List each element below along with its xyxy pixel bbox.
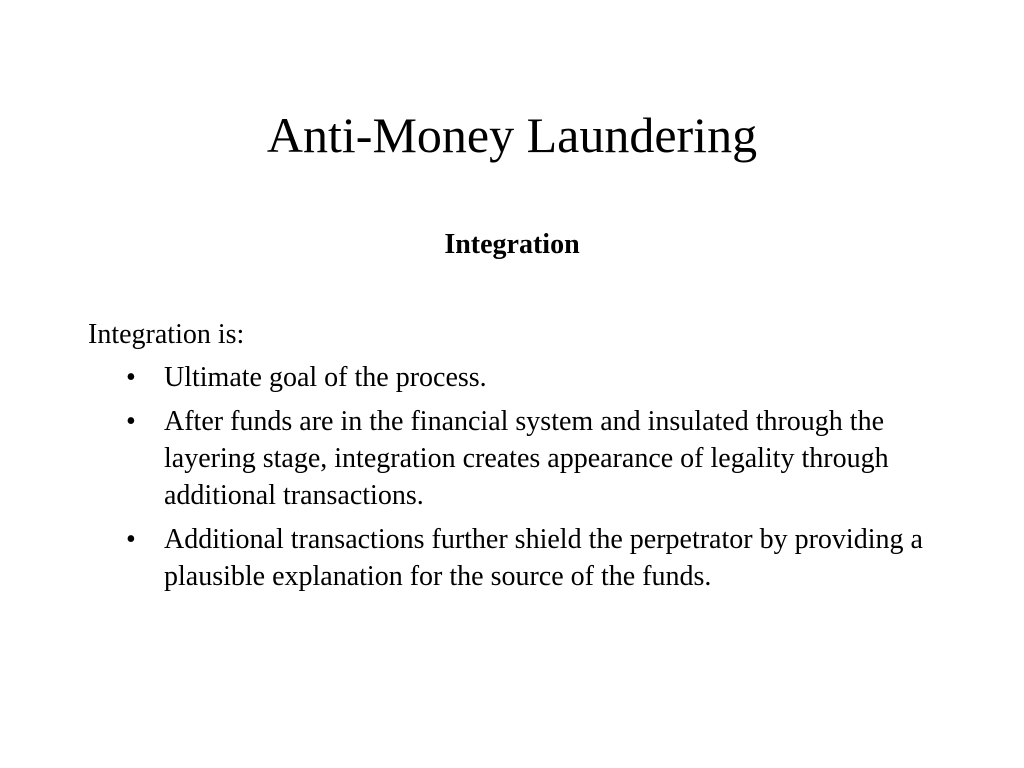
bullet-item xyxy=(88,403,938,514)
bullet-text: Ultimate goal of the process. xyxy=(164,362,487,393)
slide-subtitle: Integration xyxy=(444,229,580,260)
intro-text: Integration is: xyxy=(88,319,245,350)
bullet-item xyxy=(88,359,938,396)
bullet-item xyxy=(88,521,938,595)
bullet-text: Additional transactions further shield the perpetrator by providing a plausible explanation for the source of the funds. xyxy=(164,524,923,592)
bullet-marker-icon: • xyxy=(126,362,136,393)
bullet-list xyxy=(88,359,938,595)
slide-body xyxy=(88,317,938,602)
bullet-marker-icon: • xyxy=(126,406,136,437)
bullet-marker-icon: • xyxy=(126,524,136,555)
slide-title: Anti-Money Laundering xyxy=(266,107,758,163)
bullet-text: After funds are in the financial system and insulated through the layering stage, integration creates appearance of legality through additional transactions. xyxy=(164,406,889,511)
